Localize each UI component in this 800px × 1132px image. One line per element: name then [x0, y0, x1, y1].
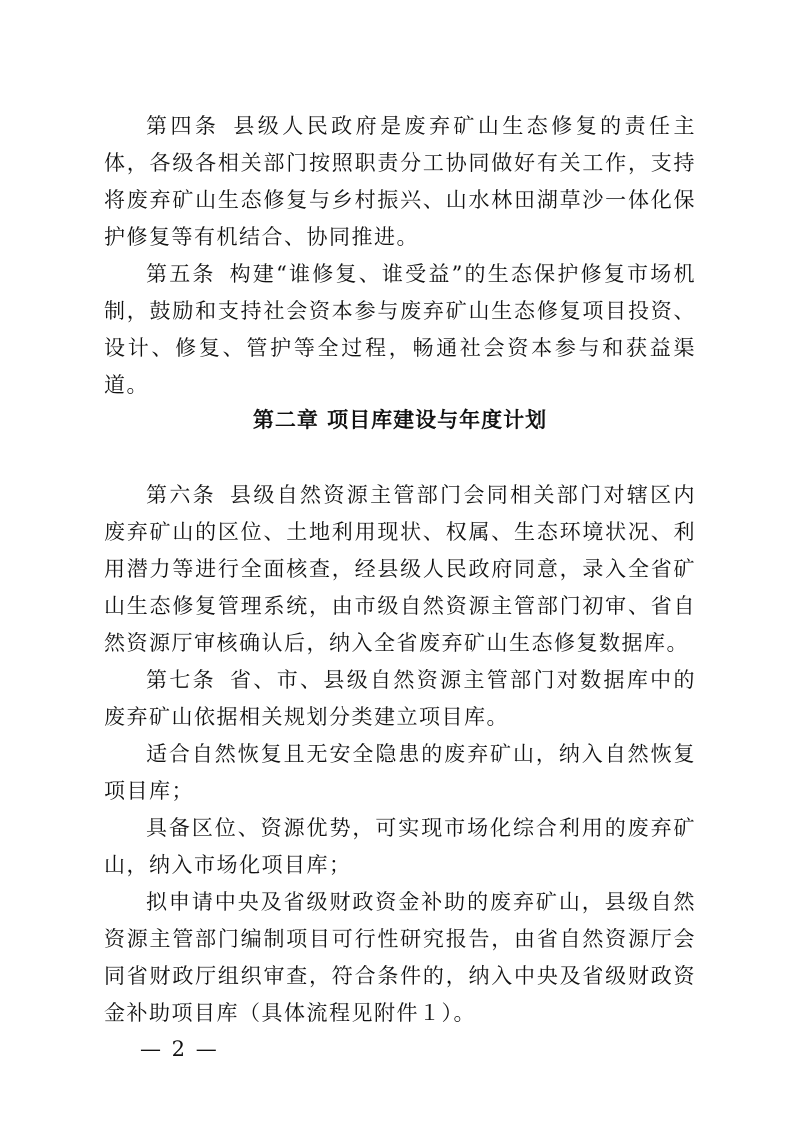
article-5-lead: 第五条 — [146, 262, 216, 286]
article-5-text: 构建“谁修复、谁受益”的生态保护修复市场机制，鼓励和支持社会资本参与废弃矿山生态修复项目投资、设计、修复、管护等全过程，畅通社会资本参与和获益渠道。 — [104, 262, 696, 397]
article-7-lead: 第七条 — [146, 668, 217, 692]
page-number: — 2 — — [140, 1037, 219, 1061]
clause-market-project: 具备区位、资源优势，可实现市场化综合利用的废弃矿山，纳入市场化项目库； — [104, 816, 696, 877]
clause-fiscal-subsidy: 拟申请中央及省级财政资金补助的废弃矿山，县级自然资源主管部门编制项目可行性研究报告，由省自然资源厅会同省财政厅组织审查，符合条件的，纳入中央及省级财政资金补助项目库（具体流程见附件１）。 — [104, 890, 696, 1025]
article-6-text: 县级自然资源主管部门会同相关部门对辖区内废弃矿山的区位、土地利用现状、权属、生态环境状况、利用潜力等进行全面核查，经县级人民政府同意，录入全省矿山生态修复管理系统，由市级自然资源主管部门初审、省自然资源厅审核确认后，纳入全省废弃矿山生态修复数据库。 — [104, 483, 697, 655]
article-4-lead: 第四条 — [146, 114, 220, 138]
article-4-text: 县级人民政府是废弃矿山生态修复的责任主体，各级各相关部门按照职责分工协同做好有关工作，支持将废弃矿山生态修复与乡村振兴、山水林田湖草沙一体化保护修复等有机结合、协同推进。 — [104, 114, 697, 249]
article-6-lead: 第六条 — [146, 483, 217, 507]
article-5 — [104, 256, 696, 404]
clause-natural-recovery: 适合自然恢复且无安全隐患的废弃矿山，纳入自然恢复项目库； — [104, 742, 696, 803]
article-6 — [104, 477, 696, 662]
article-7 — [104, 662, 696, 736]
article-7-text: 省、市、县级自然资源主管部门对数据库中的废弃矿山依据相关规划分类建立项目库。 — [104, 668, 697, 729]
article-4 — [104, 108, 696, 256]
chapter-heading: 第二章 项目库建设与年度计划 — [252, 408, 548, 432]
